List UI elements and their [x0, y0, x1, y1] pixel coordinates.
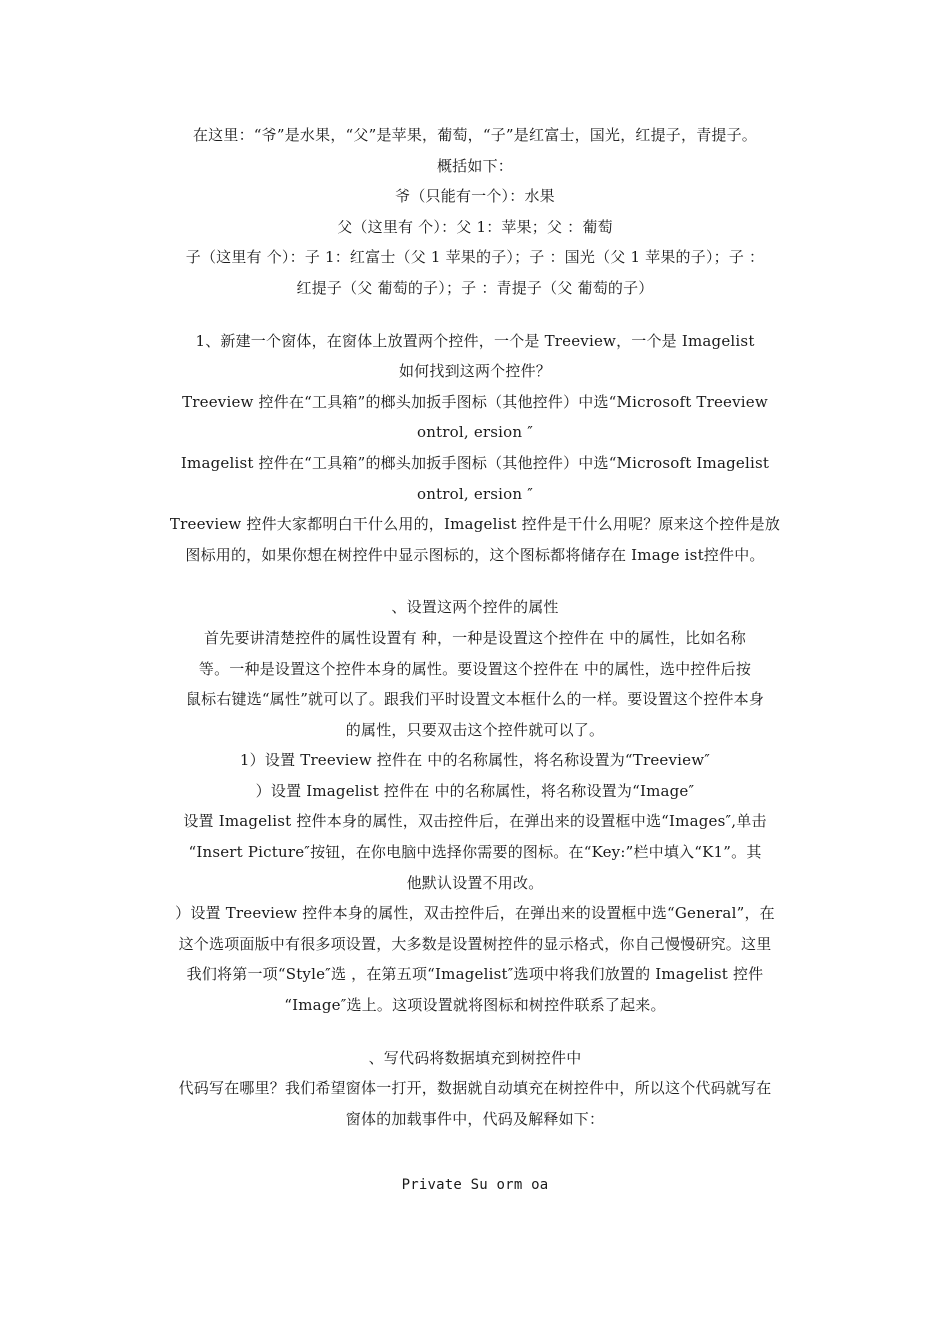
spacer: [140, 304, 810, 326]
text-line: 概括如下：: [436, 156, 513, 175]
section-3: [140, 1043, 810, 1135]
text-line: “Insert Picture″按钮，在你电脑中选择你需要的图标。在“Key:”栏中填入“K1”。其: [188, 843, 762, 862]
document-page: [140, 120, 810, 1201]
text-line: 1）设置 Treeview 控件在 中的名称属性，将名称设置为“Treeview″: [239, 751, 711, 770]
section-2: [140, 592, 810, 1020]
spacer: [140, 570, 810, 592]
text-line: 我们将第一项“Style″选 ，在第五项“Imagelist″选项中将我们放置的 Imagelist 控件: [186, 965, 764, 984]
text-line: 等。一种是设置这个控件本身的属性。要设置这个控件在 中的属性，选中控件后按: [198, 659, 752, 678]
section-heading: 、设置这两个控件的属性: [391, 598, 559, 617]
code-line: Private Su orm oa: [401, 1177, 549, 1194]
text-line: 图标用的，如果你想在树控件中显示图标的，这个图标都将储存在 Image ist控件中。: [185, 545, 765, 564]
text-line: 在这里：“爷”是水果，“父”是苹果，葡萄，“子”是红富士，国光，红提子，青提子。: [192, 126, 757, 144]
text-line: 首先要讲清楚控件的属性设置有 种，一种是设置这个控件在 中的属性，比如名称: [204, 628, 746, 647]
text-line: 鼠标右键选“属性”就可以了。跟我们平时设置文本框什么的一样。要设置这个控件本身: [185, 690, 765, 709]
text-line: 红提子（父 葡萄的子）；子 ：青提子（父 葡萄的子）: [296, 278, 654, 297]
text-line: 代码写在哪里？我们希望窗体一打开，数据就自动填充在树控件中，所以这个代码就写在: [178, 1079, 772, 1098]
intro-paragraph: [140, 120, 810, 304]
text-line: ）设置 Treeview 控件本身的属性，双击控件后，在弹出来的设置框中选“General”，在: [175, 904, 775, 923]
section-heading: 、写代码将数据填充到树控件中: [368, 1048, 582, 1067]
text-line: 爷（只能有一个）：水果: [395, 187, 555, 206]
text-line: ）设置 Imagelist 控件在 中的名称属性，将名称设置为“Image″: [255, 781, 695, 800]
text-line: “Image″选上。这项设置就将图标和树控件联系了起来。: [284, 996, 666, 1015]
text-line: 设置 Imagelist 控件本身的属性，双击控件后，在弹出来的设置框中选“Images″,单击: [183, 812, 767, 831]
text-line: Treeview 控件大家都明白干什么用的，Imagelist 控件是干什么用呢？原来这个控件是放: [169, 515, 781, 534]
text-line: 窗体的加载事件中，代码及解释如下：: [345, 1109, 605, 1128]
text-line: ontrol, ersion ″: [416, 484, 534, 503]
text-line: Treeview 控件在“工具箱”的榔头加扳手图标（其他控件）中选“Microsoft Treeview: [182, 392, 768, 411]
section-heading: 1、新建一个窗体，在窗体上放置两个控件，一个是 Treeview，一个是 Imagelist: [195, 331, 755, 350]
text-line: ontrol, ersion ″: [416, 423, 534, 442]
text-line: 的属性，只要双击这个控件就可以了。: [345, 720, 605, 739]
text-line: 如何找到这两个控件？: [398, 362, 551, 381]
text-line: 子（这里有 个）：子 1：红富士（父 1 苹果的子）；子 ：国光（父 1 苹果的子）；子 ：: [185, 248, 765, 267]
text-line: 他默认设置不用改。: [406, 873, 544, 892]
text-line: 父（这里有 个）：父 1：苹果；父 ：葡萄: [337, 217, 613, 236]
section-1: [140, 326, 810, 571]
spacer: [140, 1021, 810, 1043]
spacer: [140, 1134, 810, 1170]
text-line: 这个选项面版中有很多项设置，大多数是设置树控件的显示格式，你自己慢慢研究。这里: [178, 934, 772, 953]
text-line: Imagelist 控件在“工具箱”的榔头加扳手图标（其他控件）中选“Microsoft Imagelist: [180, 453, 770, 472]
